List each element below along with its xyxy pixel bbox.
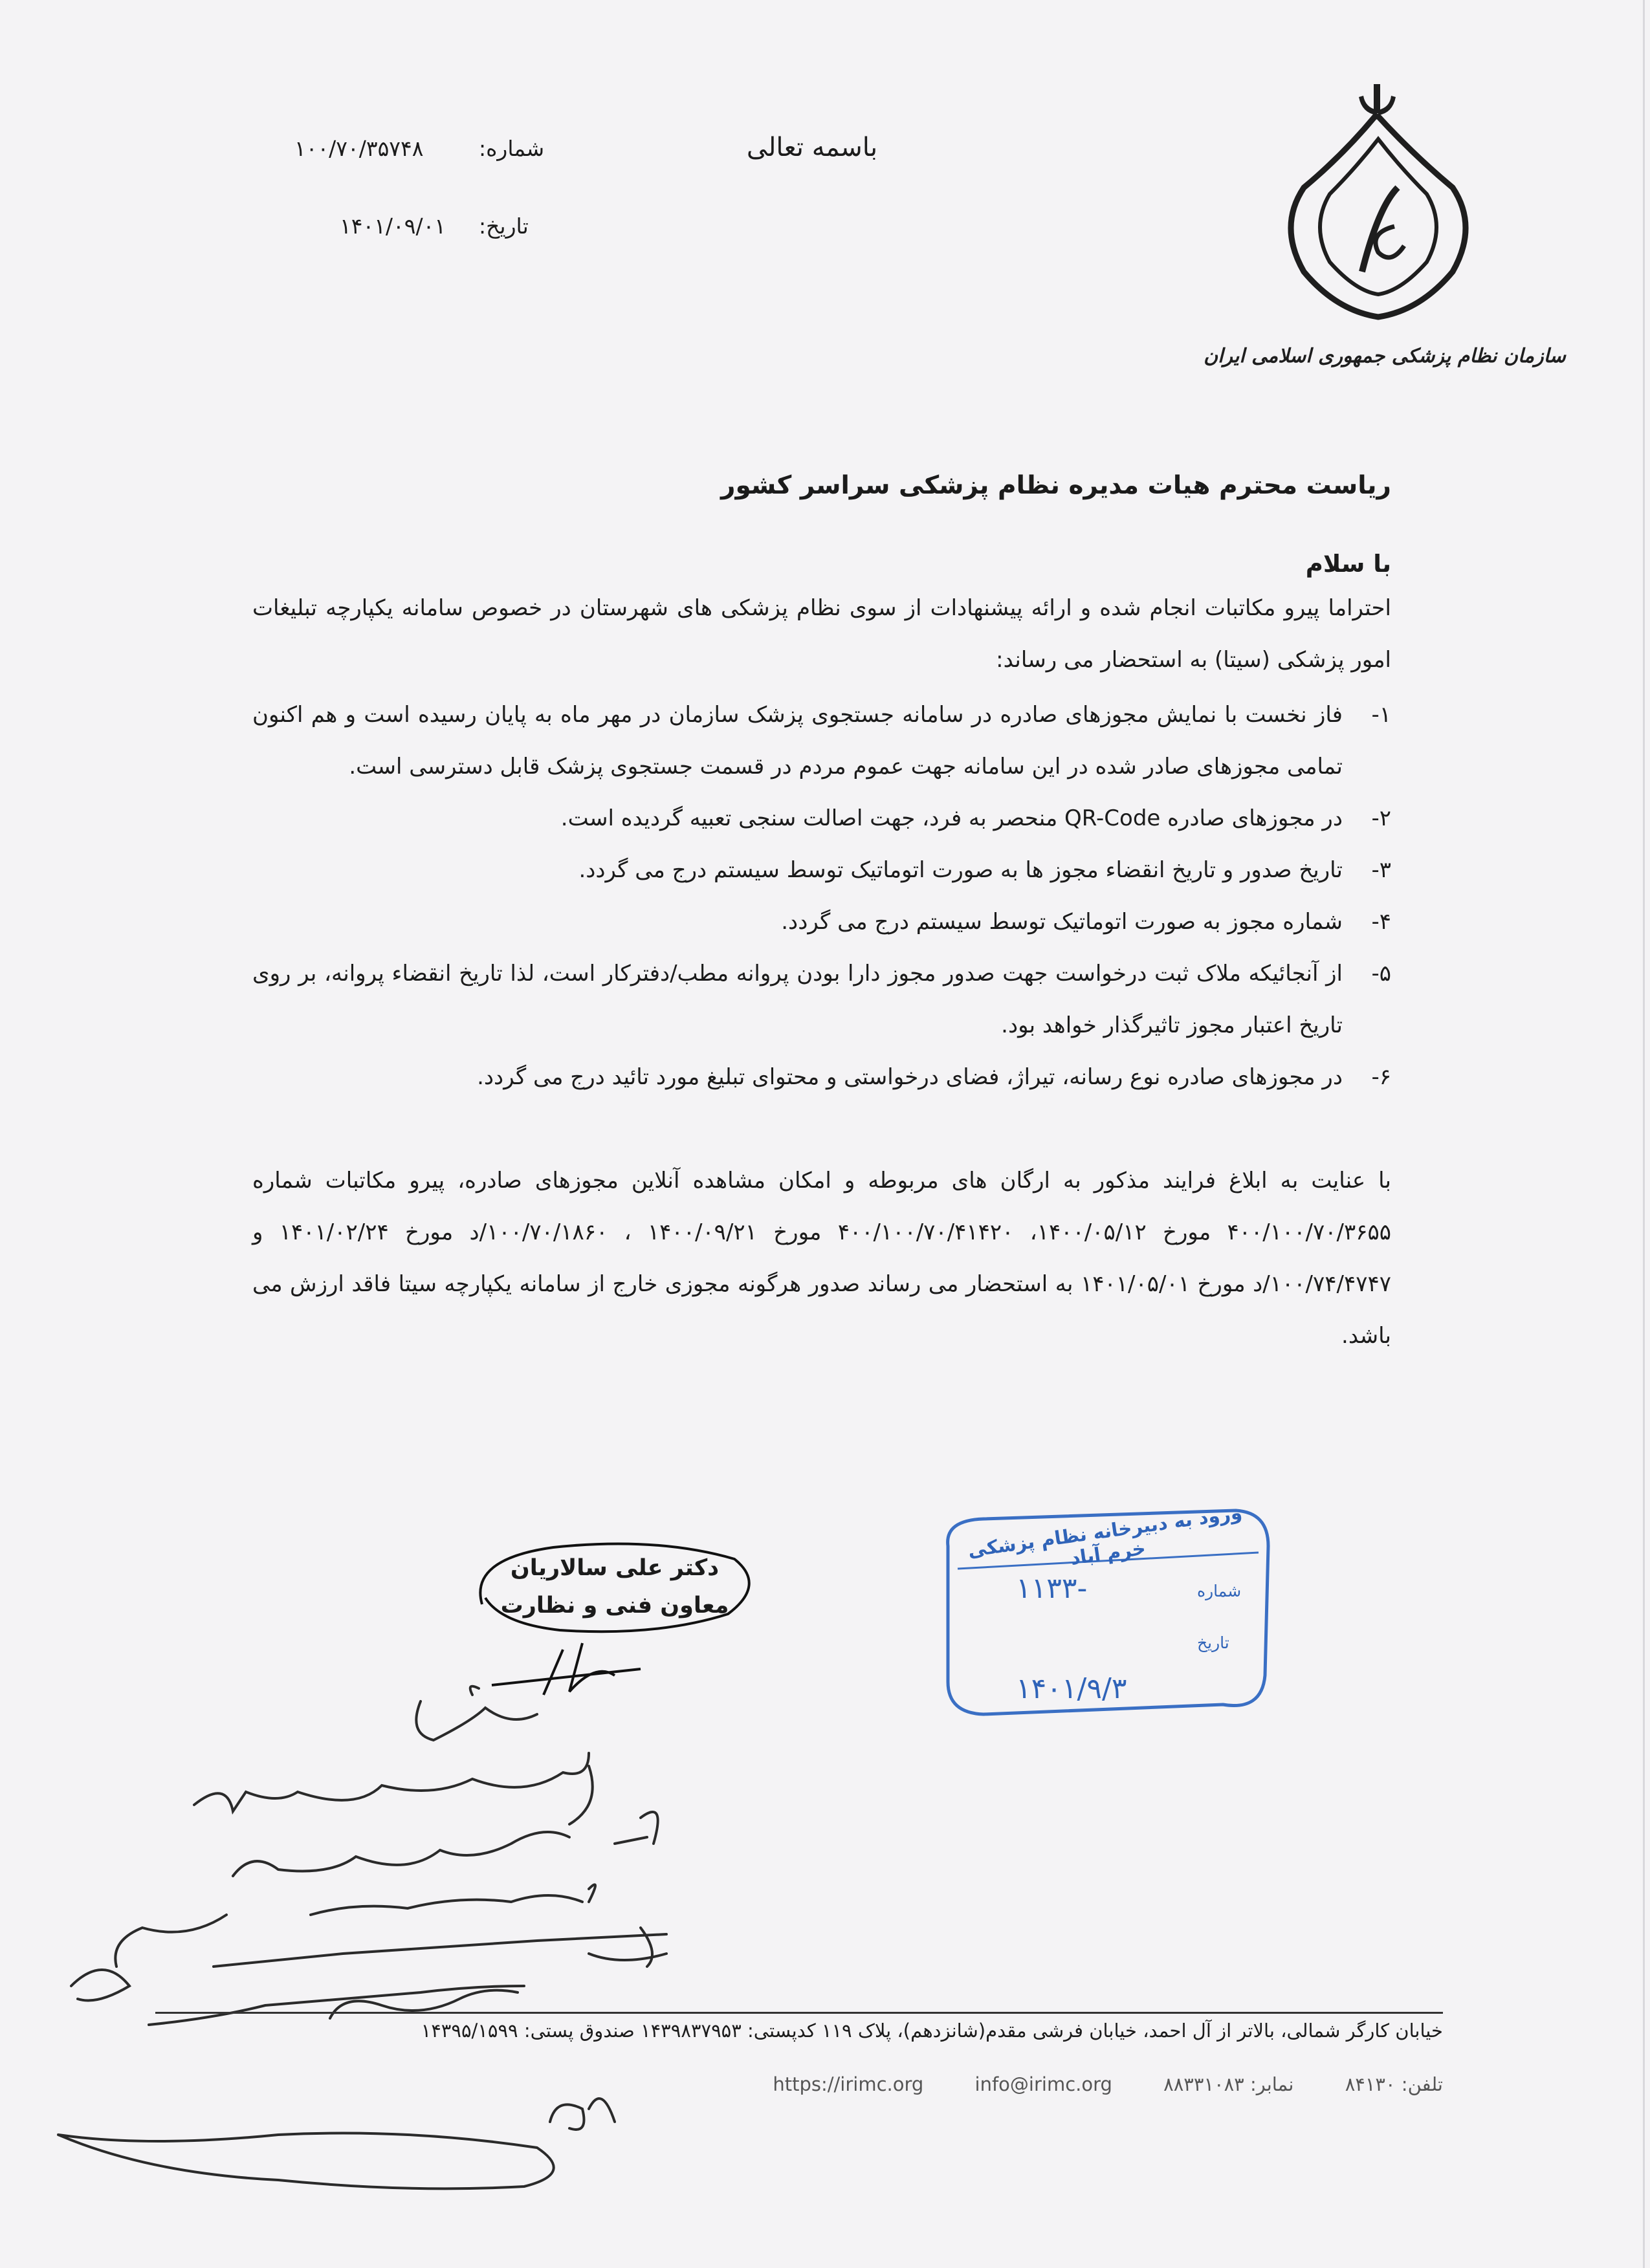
letter-date-label: تاریخ: <box>479 213 529 239</box>
closing-paragraph: با عنایت به ابلاغ فرایند مذکور به ارگان های مربوطه و امکان مشاهده آنلاین مجوزهای صادره، پیرو مکاتبات شماره ۴۰۰/۱۰۰/۷۰/۳۶۵۵ مورخ ۱۴۰۰/۰۵/۱۲، ۴۰۰/۱۰۰/۷۰/۴۱۴۲۰ مورخ ۱۴۰۰/۰۹/۲۱ ، ۱۰۰/۷۰/۱۸۶۰/د مورخ ۱۴۰۱/۰۲/۲۴ و ۱۰۰/۷۴/۴۷۴۷/د مورخ ۱۴۰۱/۰۵/۰۱ به استحضار می رساند صدور هرگونه مجوزی خارج از سامانه یکپارچه سیتا فاقد ارزش می باشد. <box>252 1168 1392 1349</box>
list-item <box>252 792 1391 844</box>
paper-fold-line <box>1643 0 1645 2268</box>
letter-number-value: ۱۰۰/۷۰/۳۵۷۴۸ <box>294 136 424 161</box>
list-item <box>252 844 1391 896</box>
list-item <box>252 948 1391 1051</box>
footer-contact <box>149 2073 1443 2102</box>
handwritten-referral-notes <box>19 1682 1443 2264</box>
list-item <box>252 896 1391 948</box>
footer-address: خیابان کارگر شمالی، بالاتر از آل احمد، خیابان فرشی مقدم(شانزدهم)، پلاک ۱۱۹ کدپستی: ۱۴۳۹۸۳۷۹۵۳ صندوق پستی: ۱۴۳۹۵/۱۵۹۹ <box>421 2020 1443 2042</box>
list-item-text: در مجوزهای صادره نوع رسانه، تیراژ، فضای درخواستی و محتوای تبلیغ مورد تائید درج می گردد. <box>477 1064 1343 1090</box>
stamp-date: ۱۴۰۱/۹/۳ <box>1016 1672 1127 1705</box>
stamp-title: ورود به دبیرخانه نظام پزشکی خرم آباد <box>966 1501 1244 1569</box>
list-item-text: فاز نخست با نمایش مجوزهای صادره در سامانه جستجوی پزشک سازمان در مهر ماه به پایان رسیده است و هم اکنون تمامی مجوزهای صادر شده در این سامانه جهت عموم مردم در قسمت جستجوی پزشک قابل دسترسی است. <box>252 702 1343 780</box>
list-item-number: ۱- <box>1371 702 1391 728</box>
list-item-text: شماره مجوز به صورت اتوماتیک توسط سیستم درج می گردد. <box>781 909 1343 935</box>
letter-number-label: شماره: <box>479 136 545 161</box>
list-item-number: ۶- <box>1371 1064 1391 1090</box>
list-item-number: ۳- <box>1371 857 1391 883</box>
list-item <box>252 689 1391 792</box>
list-item-text: تاریخ صدور و تاریخ انقضاء مجوز ها به صورت اتوماتیک توسط سیستم درج می گردد. <box>578 857 1343 883</box>
stamp-number: ۱۱۳۳- <box>1016 1572 1088 1605</box>
footer-fax: نمابر: ۸۸۳۳۱۰۸۳ <box>1163 2073 1294 2095</box>
footer-website[interactable]: https://irimc.org <box>773 2073 924 2095</box>
numbered-list <box>252 689 1391 1103</box>
list-item-text: در مجوزهای صادره QR-Code منحصر به فرد، جهت اصالت سنجی تعبیه گردیده است. <box>560 805 1343 831</box>
list-item <box>252 1051 1391 1103</box>
greeting: با سلام <box>1305 550 1391 578</box>
letter-date-value: ۱۴۰۱/۰۹/۰۱ <box>340 213 446 239</box>
list-item-number: ۲- <box>1371 805 1391 831</box>
list-item-number: ۵- <box>1371 961 1391 987</box>
recipient-line: ریاست محترم هیات مدیره نظام پزشکی سراسر کشور <box>721 471 1391 500</box>
intro-paragraph: احتراما پیرو مکاتبات انجام شده و ارائه پیشنهادات از سوی نظام پزشکی های شهرستان در خصوص سامانه یکپارچه تبلیغات امور پزشکی (سیتا) به استحضار می رساند: <box>252 595 1391 673</box>
list-item-text: از آنجائیکه ملاک ثبت درخواست جهت صدور مجوز دارا بودن پروانه مطب/دفترکار است، لذا تاریخ انقضاء پروانه، بر روی تاریخ اعتبار مجوز تاثیرگذار خواهد بود. <box>252 961 1343 1038</box>
logo-text: سازمان نظام پزشکی جمهوری اسلامی ایران <box>1204 345 1566 367</box>
stamp-date-label: تاریخ <box>1197 1633 1229 1652</box>
list-item-number: ۴- <box>1371 909 1391 935</box>
footer-email[interactable]: info@irimc.org <box>974 2073 1112 2095</box>
footer-divider <box>155 2012 1443 2014</box>
signer-name: دکتر علی سالاریان <box>510 1555 720 1581</box>
footer-phone: تلفن: ۸۴۱۳۰ <box>1345 2073 1443 2095</box>
stamp-number-label: شماره <box>1197 1582 1242 1600</box>
irimc-logo <box>1204 78 1566 375</box>
signer-block <box>479 1549 751 1624</box>
basmala-heading: باسمه تعالی <box>746 133 878 162</box>
signer-title: معاون فنی و نظارت <box>500 1593 729 1619</box>
